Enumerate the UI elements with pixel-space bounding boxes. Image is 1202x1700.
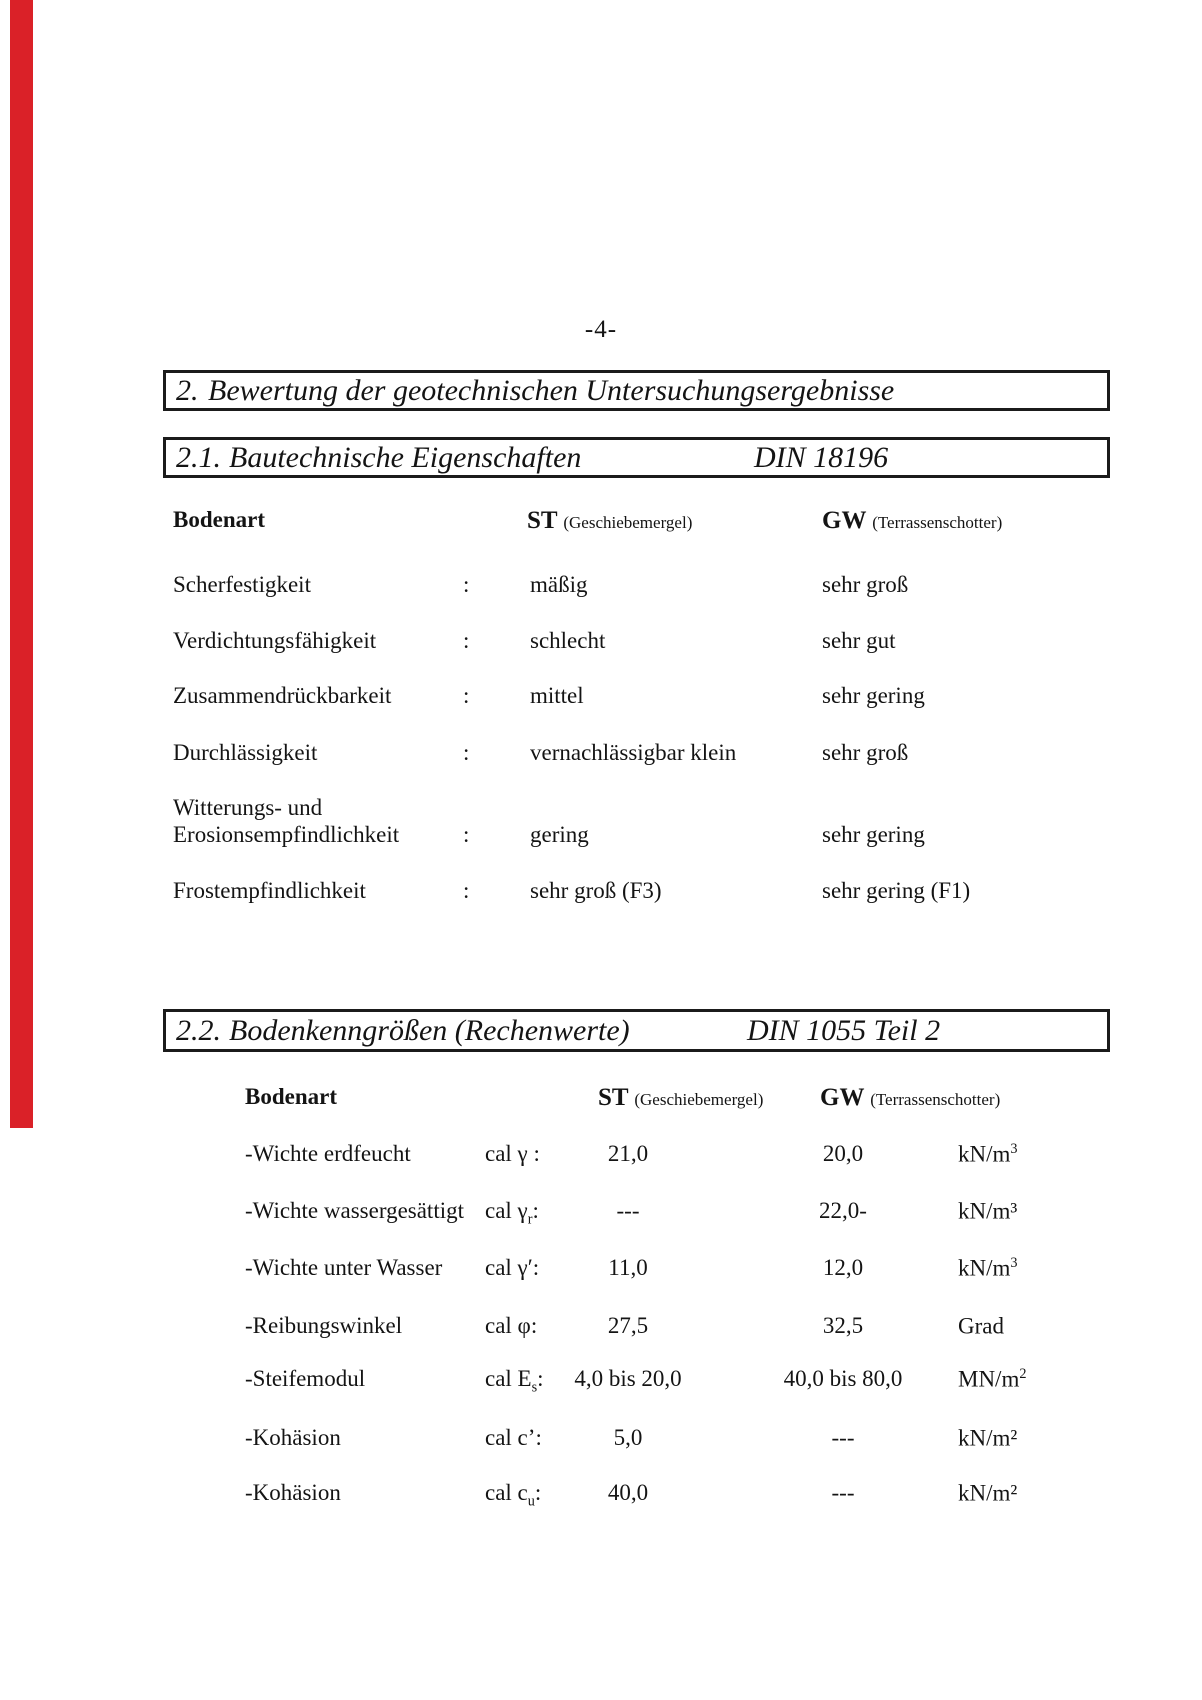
row-label: Durchlässigkeit bbox=[173, 740, 318, 765]
st-value: mittel bbox=[530, 683, 584, 708]
page-number: -4- bbox=[584, 316, 618, 343]
row-label: -Steifemodul bbox=[245, 1366, 366, 1391]
section-2-heading-box bbox=[163, 370, 1110, 411]
table-2-1-header bbox=[173, 507, 1123, 537]
cal-symbol: cal $\gamma_r$: bbox=[485, 1198, 539, 1228]
section-2-2-number: 2.2. bbox=[176, 1013, 221, 1047]
section-2-1-heading-box bbox=[163, 437, 1110, 478]
column-header-bodenart: Bodenart bbox=[245, 1084, 337, 1109]
column-header-st: ST (Geschiebemergel) bbox=[598, 1084, 764, 1111]
column-header-gw: GW (Terrassenschotter) bbox=[822, 507, 1003, 534]
gw-value: sehr gut bbox=[822, 628, 896, 653]
section-2-1-number: 2.1. bbox=[176, 440, 221, 474]
cal-symbol: cal $c_u$: bbox=[485, 1480, 542, 1510]
row-label: Frostempfindlichkeit bbox=[173, 878, 366, 903]
row-label: Erosionsempfindlichkeit bbox=[173, 822, 400, 847]
section-2-1-title: Bautechnische Eigenschaften bbox=[229, 440, 582, 474]
gw-value: --- bbox=[831, 1480, 855, 1505]
unit: kN/m² bbox=[958, 1480, 1018, 1506]
st-value: vernachlässigbar klein bbox=[530, 740, 737, 765]
table-row bbox=[245, 1480, 1165, 1510]
table-2-2-header bbox=[245, 1084, 1165, 1114]
row-label: -Reibungswinkel bbox=[245, 1313, 403, 1338]
table-row bbox=[245, 1313, 1165, 1343]
cal-symbol: cal φ: bbox=[485, 1313, 538, 1338]
table-row bbox=[173, 628, 1123, 658]
table-row bbox=[173, 683, 1123, 713]
gw-value: 22,0- bbox=[819, 1198, 867, 1223]
unit: $MN/m^2$ bbox=[958, 1366, 1027, 1392]
unit: $kN/m^3$ bbox=[958, 1141, 1018, 1167]
st-value: mäßig bbox=[530, 572, 588, 597]
cal-symbol: cal γ : bbox=[485, 1141, 540, 1166]
st-value: 4,0 bis 20,0 bbox=[574, 1366, 682, 1391]
st-value: 27,5 bbox=[607, 1313, 649, 1338]
unit: Grad bbox=[958, 1313, 1004, 1339]
gw-value: 40,0 bis 80,0 bbox=[783, 1366, 903, 1391]
row-label: -Wichte unter Wasser bbox=[245, 1255, 443, 1280]
gw-value: 32,5 bbox=[822, 1313, 864, 1338]
row-label: Scherfestigkeit bbox=[173, 572, 311, 597]
table-row bbox=[245, 1255, 1165, 1285]
section-2-title: Bewertung der geotechnischen Untersuchungsergebnisse bbox=[208, 373, 895, 407]
gw-value: 12,0 bbox=[822, 1255, 864, 1280]
section-2-2-title: Bodenkenngrößen (Rechenwerte) bbox=[229, 1013, 630, 1047]
gw-value: sehr gering bbox=[822, 683, 925, 708]
table-row bbox=[173, 878, 1123, 908]
table-row bbox=[245, 1198, 1165, 1228]
section-2-2-heading-box bbox=[163, 1009, 1110, 1052]
section-2-number: 2. bbox=[176, 373, 199, 407]
row-label: -Kohäsion bbox=[245, 1480, 341, 1505]
st-value: sehr groß (F3) bbox=[530, 878, 662, 903]
gw-value: sehr gering bbox=[822, 822, 925, 847]
table-row bbox=[245, 1425, 1165, 1455]
column-header-bodenart: Bodenart bbox=[173, 507, 265, 532]
red-margin-bar bbox=[10, 0, 33, 1128]
section-2-1-norm: DIN 18196 bbox=[754, 440, 889, 474]
row-colon: : bbox=[463, 628, 470, 653]
row-colon: : bbox=[463, 572, 470, 597]
gw-value: 20,0 bbox=[822, 1141, 864, 1166]
table-row bbox=[245, 1366, 1165, 1396]
table-row bbox=[173, 740, 1123, 770]
unit: $kN/m^3$ bbox=[958, 1255, 1018, 1281]
gw-value: sehr groß bbox=[822, 572, 909, 597]
row-label: Zusammendrückbarkeit bbox=[173, 683, 392, 708]
st-value: --- bbox=[616, 1198, 640, 1223]
st-value: 40,0 bbox=[607, 1480, 649, 1505]
row-colon: : bbox=[463, 822, 470, 847]
table-row bbox=[173, 572, 1123, 602]
table-row bbox=[245, 1141, 1165, 1171]
st-value: 11,0 bbox=[608, 1255, 648, 1280]
st-value: 5,0 bbox=[613, 1425, 643, 1450]
table-row bbox=[173, 822, 1123, 852]
row-label: Verdichtungsfähigkeit bbox=[173, 628, 377, 653]
cal-symbol: cal $E_s$: bbox=[485, 1366, 544, 1396]
unit: kN/m² bbox=[958, 1425, 1018, 1451]
row-colon: : bbox=[463, 683, 470, 708]
st-value: schlecht bbox=[530, 628, 606, 653]
gw-value: sehr gering (F1) bbox=[822, 878, 971, 903]
column-header-st: ST (Geschiebemergel) bbox=[527, 507, 693, 534]
cal-symbol: cal γ′: bbox=[485, 1255, 540, 1280]
unit: kN/m³ bbox=[958, 1198, 1018, 1224]
row-label-two-line: Witterungs- und bbox=[173, 795, 323, 820]
st-value: 21,0 bbox=[607, 1141, 649, 1166]
section-2-2-norm: DIN 1055 Teil 2 bbox=[747, 1013, 941, 1047]
st-value: gering bbox=[530, 822, 589, 847]
row-colon: : bbox=[463, 878, 470, 903]
cal-symbol: cal c’: bbox=[485, 1425, 542, 1450]
row-label: -Wichte erdfeucht bbox=[245, 1141, 411, 1166]
column-header-gw: GW (Terrassenschotter) bbox=[820, 1084, 1001, 1111]
gw-value: --- bbox=[831, 1425, 855, 1450]
row-label: -Wichte wassergesättigt bbox=[245, 1198, 464, 1223]
gw-value: sehr groß bbox=[822, 740, 909, 765]
row-colon: : bbox=[463, 740, 470, 765]
row-label: -Kohäsion bbox=[245, 1425, 341, 1450]
